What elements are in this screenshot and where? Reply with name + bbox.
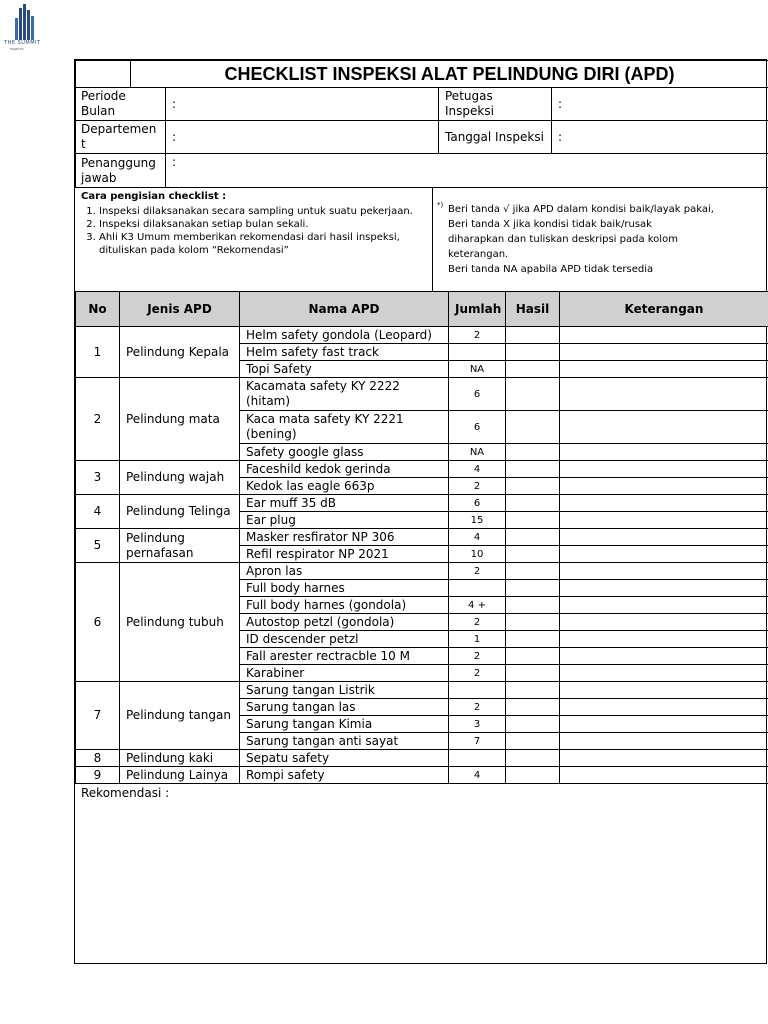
- hasil-cell[interactable]: [506, 378, 560, 411]
- row-number: 1: [76, 327, 120, 378]
- hasil-cell[interactable]: [506, 716, 560, 733]
- table-row: [76, 682, 768, 699]
- hasil-cell[interactable]: [506, 327, 560, 344]
- departemen-label: Departemen t: [76, 121, 166, 154]
- row-number: 9: [76, 767, 120, 784]
- nama-apd-cell: Sepatu safety: [240, 750, 449, 767]
- nama-apd-cell: Helm safety gondola (Leopard): [240, 327, 449, 344]
- keterangan-cell[interactable]: [560, 378, 768, 411]
- row-number: 6: [76, 563, 120, 682]
- nama-apd-cell: Topi Safety: [240, 361, 449, 378]
- jumlah-cell: 2: [449, 327, 506, 344]
- checklist-sheet: [74, 59, 767, 964]
- jenis-apd-cell: Pelindung wajah: [120, 461, 240, 495]
- hasil-cell[interactable]: [506, 444, 560, 461]
- note-line: Beri tanda X jika kondisi tidak baik/rusak: [448, 219, 652, 230]
- hasil-cell[interactable]: [506, 411, 560, 444]
- jenis-apd-cell: Pelindung mata: [120, 378, 240, 461]
- tanggal-field[interactable]: :: [552, 121, 768, 154]
- jumlah-cell: 7: [449, 733, 506, 750]
- tanggal-label: Tanggal Inspeksi: [439, 121, 552, 154]
- keterangan-cell[interactable]: [560, 495, 768, 512]
- keterangan-cell[interactable]: [560, 580, 768, 597]
- nama-apd-cell: Sarung tangan Listrik: [240, 682, 449, 699]
- jenis-apd-cell: Pelindung kaki: [120, 750, 240, 767]
- nama-apd-cell: Kacamata safety KY 2222 (hitam): [240, 378, 449, 411]
- apd-table-body: [76, 327, 768, 784]
- hasil-cell[interactable]: [506, 631, 560, 648]
- instruction-item: 3. Ahli K3 Umum memberikan rekomendasi dari hasil inspeksi, dituliskan pada kolom “Rekomendasi”: [99, 231, 426, 257]
- jenis-apd-cell: Pelindung Kepala: [120, 327, 240, 378]
- row-number: 8: [76, 750, 120, 767]
- nama-apd-cell: Kedok las eagle 663p: [240, 478, 449, 495]
- row-number: 5: [76, 529, 120, 563]
- row-number: 2: [76, 378, 120, 461]
- periode-label: Periode Bulan: [76, 88, 166, 121]
- keterangan-cell[interactable]: [560, 631, 768, 648]
- table-row: [76, 750, 768, 767]
- jumlah-cell: 2: [449, 614, 506, 631]
- keterangan-cell[interactable]: [560, 444, 768, 461]
- keterangan-cell[interactable]: [560, 361, 768, 378]
- rekomendasi-label: Rekomendasi :: [81, 786, 170, 800]
- column-header-no: No: [76, 292, 120, 327]
- row-number: 4: [76, 495, 120, 529]
- keterangan-cell[interactable]: [560, 597, 768, 614]
- keterangan-cell[interactable]: [560, 699, 768, 716]
- marking-notes: [433, 188, 766, 291]
- jumlah-cell: 10: [449, 546, 506, 563]
- keterangan-cell[interactable]: [560, 648, 768, 665]
- hasil-cell[interactable]: [506, 546, 560, 563]
- penanggung-label: Penanggung jawab: [76, 154, 166, 188]
- jumlah-cell: NA: [449, 361, 506, 378]
- header-table: [75, 60, 768, 188]
- jumlah-cell: 6: [449, 411, 506, 444]
- jenis-apd-cell: Pelindung Telinga: [120, 495, 240, 529]
- keterangan-cell[interactable]: [560, 512, 768, 529]
- keterangan-cell[interactable]: [560, 750, 768, 767]
- instructions-list: [75, 188, 433, 291]
- column-header-keterangan: Keterangan: [560, 292, 768, 327]
- nama-apd-cell: Apron las: [240, 563, 449, 580]
- keterangan-cell[interactable]: [560, 614, 768, 631]
- departemen-field[interactable]: :: [166, 121, 439, 154]
- jumlah-cell: [449, 682, 506, 699]
- nama-apd-cell: Masker resfirator NP 306: [240, 529, 449, 546]
- nama-apd-cell: Rompi safety: [240, 767, 449, 784]
- hasil-cell[interactable]: [506, 750, 560, 767]
- jumlah-cell: 2: [449, 665, 506, 682]
- nama-apd-cell: Autostop petzl (gondola): [240, 614, 449, 631]
- jumlah-cell: 6: [449, 378, 506, 411]
- nama-apd-cell: Ear muff 35 dB: [240, 495, 449, 512]
- hasil-cell[interactable]: [506, 648, 560, 665]
- hasil-cell[interactable]: [506, 495, 560, 512]
- jumlah-cell: 2: [449, 563, 506, 580]
- jumlah-cell: 3: [449, 716, 506, 733]
- keterangan-cell[interactable]: [560, 411, 768, 444]
- nama-apd-cell: Kaca mata safety KY 2221 (bening): [240, 411, 449, 444]
- table-row: [76, 327, 768, 344]
- keterangan-cell[interactable]: [560, 563, 768, 580]
- nama-apd-cell: Ear plug: [240, 512, 449, 529]
- jenis-apd-cell: Pelindung tangan: [120, 682, 240, 750]
- nama-apd-cell: Sarung tangan las: [240, 699, 449, 716]
- hasil-cell[interactable]: [506, 682, 560, 699]
- keterangan-cell[interactable]: [560, 546, 768, 563]
- hasil-cell[interactable]: [506, 361, 560, 378]
- jumlah-cell: 2: [449, 648, 506, 665]
- note-line: Beri tanda NA apabila APD tidak tersedia: [448, 264, 654, 275]
- petugas-label: Petugas Inspeksi: [439, 88, 552, 121]
- jumlah-cell: [449, 750, 506, 767]
- hasil-cell[interactable]: [506, 699, 560, 716]
- instructions-heading: Cara pengisian checklist :: [81, 191, 227, 202]
- jumlah-cell: 1: [449, 631, 506, 648]
- jumlah-cell: 6: [449, 495, 506, 512]
- hasil-cell[interactable]: [506, 733, 560, 750]
- nama-apd-cell: ID descender petzl: [240, 631, 449, 648]
- apd-table: [75, 291, 768, 784]
- jenis-apd-cell: Pelindung tubuh: [120, 563, 240, 682]
- nama-apd-cell: Full body harnes: [240, 580, 449, 597]
- keterangan-cell[interactable]: [560, 665, 768, 682]
- note-mark: *): [437, 201, 444, 209]
- jumlah-cell: NA: [449, 444, 506, 461]
- column-header-nama: Nama APD: [240, 292, 449, 327]
- keterangan-cell[interactable]: [560, 327, 768, 344]
- table-row: [76, 461, 768, 478]
- jumlah-cell: 4 +: [449, 597, 506, 614]
- table-row: [76, 495, 768, 512]
- row-number: 7: [76, 682, 120, 750]
- keterangan-cell[interactable]: [560, 529, 768, 546]
- periode-field[interactable]: :: [166, 88, 439, 121]
- jumlah-cell: [449, 344, 506, 361]
- keterangan-cell[interactable]: [560, 478, 768, 495]
- column-header-jenis: Jenis APD: [120, 292, 240, 327]
- penanggung-field[interactable]: :: [166, 154, 768, 188]
- keterangan-cell[interactable]: [560, 716, 768, 733]
- note-line: diharapkan dan tuliskan deskripsi pada kolom: [448, 234, 678, 245]
- instruction-item: 1. Inspeksi dilaksanakan secara sampling untuk suatu pekerjaan.: [99, 205, 426, 218]
- logo-subtext: MAJESTIC: [10, 47, 25, 51]
- keterangan-cell[interactable]: [560, 461, 768, 478]
- nama-apd-cell: Sarung tangan anti sayat: [240, 733, 449, 750]
- table-row: [76, 767, 768, 784]
- keterangan-cell[interactable]: [560, 733, 768, 750]
- jumlah-cell: [449, 580, 506, 597]
- nama-apd-cell: Safety google glass: [240, 444, 449, 461]
- table-row: [76, 529, 768, 546]
- hasil-cell[interactable]: [506, 767, 560, 784]
- hasil-cell[interactable]: [506, 563, 560, 580]
- company-logo: [2, 2, 48, 54]
- building-logo-icon: [2, 2, 48, 42]
- hasil-cell[interactable]: [506, 512, 560, 529]
- jumlah-cell: 2: [449, 478, 506, 495]
- nama-apd-cell: Full body harnes (gondola): [240, 597, 449, 614]
- row-number: 3: [76, 461, 120, 495]
- hasil-cell[interactable]: [506, 344, 560, 361]
- hasil-cell[interactable]: [506, 580, 560, 597]
- hasil-cell[interactable]: [506, 665, 560, 682]
- jumlah-cell: 2: [449, 699, 506, 716]
- jumlah-cell: 15: [449, 512, 506, 529]
- hasil-cell[interactable]: [506, 461, 560, 478]
- hasil-cell[interactable]: [506, 597, 560, 614]
- nama-apd-cell: Fall arester rectracble 10 M: [240, 648, 449, 665]
- nama-apd-cell: Helm safety fast track: [240, 344, 449, 361]
- jenis-apd-cell: Pelindung pernafasan: [120, 529, 240, 563]
- instruction-item: 2. Inspeksi dilaksanakan setiap bulan sekali.: [99, 218, 426, 231]
- column-header-jumlah: Jumlah: [449, 292, 506, 327]
- keterangan-cell[interactable]: [560, 767, 768, 784]
- jumlah-cell: 4: [449, 529, 506, 546]
- nama-apd-cell: Karabiner: [240, 665, 449, 682]
- logo-text: THE SUMMIT: [4, 40, 41, 46]
- instructions-section: [75, 188, 766, 292]
- nama-apd-cell: Faceshild kedok gerinda: [240, 461, 449, 478]
- hasil-cell[interactable]: [506, 614, 560, 631]
- nama-apd-cell: Refil respirator NP 2021: [240, 546, 449, 563]
- jumlah-cell: 4: [449, 461, 506, 478]
- note-line: keterangan.: [448, 249, 509, 260]
- nama-apd-cell: Sarung tangan Kimia: [240, 716, 449, 733]
- jumlah-cell: 4: [449, 767, 506, 784]
- table-row: [76, 378, 768, 411]
- page-title: CHECKLIST INSPEKSI ALAT PELINDUNG DIRI (APD): [131, 61, 768, 88]
- column-header-hasil: Hasil: [506, 292, 560, 327]
- keterangan-cell[interactable]: [560, 344, 768, 361]
- note-line: Beri tanda √ jika APD dalam kondisi baik/layak pakai,: [448, 204, 714, 215]
- hasil-cell[interactable]: [506, 529, 560, 546]
- hasil-cell[interactable]: [506, 478, 560, 495]
- petugas-field[interactable]: :: [552, 88, 768, 121]
- keterangan-cell[interactable]: [560, 682, 768, 699]
- table-row: [76, 563, 768, 580]
- jenis-apd-cell: Pelindung Lainya: [120, 767, 240, 784]
